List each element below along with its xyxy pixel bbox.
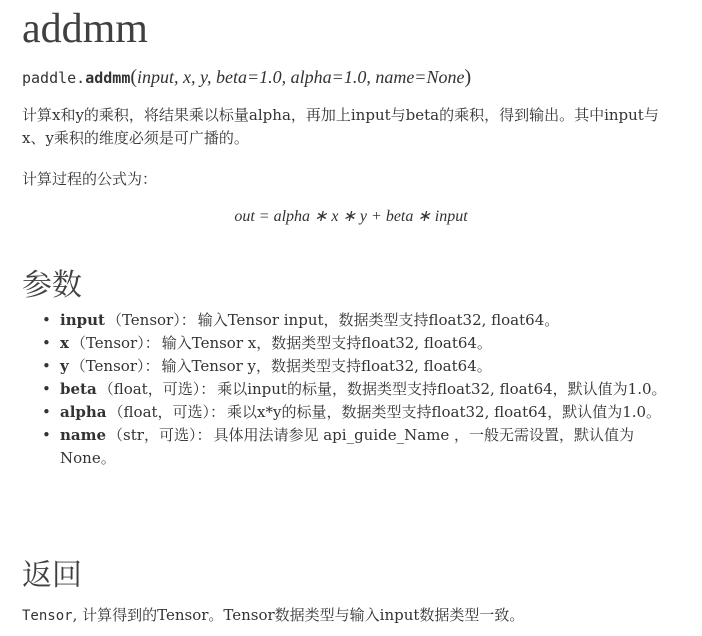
params-heading: 参数 — [22, 269, 82, 302]
param-type: （float，可选）： — [108, 403, 226, 421]
signature-close-paren: ) — [464, 66, 472, 88]
function-signature — [22, 66, 471, 89]
param-desc: 乘以input的标量，数据类型支持float32, float64，默认值为1.0。 — [217, 380, 667, 398]
param-desc: 输入Tensor y，数据类型支持float32, float64。 — [161, 357, 492, 375]
formula-intro: 计算过程的公式为： — [22, 170, 158, 188]
param-item-input — [60, 309, 680, 332]
signature-params: input, x, y, beta=1.0, alpha=1.0, name=None — [137, 67, 465, 87]
formula: out = alpha ∗ x ∗ y + beta ∗ input — [234, 208, 468, 225]
param-name: x — [60, 334, 69, 352]
param-type: （Tensor）： — [106, 311, 196, 329]
returns-desc: , 计算得到的Tensor。Tensor数据类型与输入input数据类型一致。 — [72, 606, 525, 624]
param-name: alpha — [60, 403, 107, 421]
param-item-alpha — [60, 401, 680, 424]
description: 计算x和y的乘积，将结果乘以标量alpha，再加上input与beta的乘积，得到输出。其中input与x、y乘积的维度必须是可广播的。 — [22, 106, 659, 147]
signature-module: paddle. — [22, 69, 86, 87]
param-name: y — [60, 357, 69, 375]
param-type: （float，可选）： — [98, 380, 216, 398]
returns-text — [22, 604, 682, 628]
param-type: （Tensor）： — [70, 334, 160, 352]
signature-function: addmm — [85, 69, 131, 87]
param-item-name — [60, 424, 680, 470]
param-desc: 输入Tensor input，数据类型支持float32, float64。 — [197, 311, 560, 329]
param-item-beta — [60, 378, 680, 401]
signature-open-paren: ( — [130, 66, 138, 88]
param-type: （str，可选）： — [108, 426, 212, 444]
param-desc: 具体用法请参见 api_guide_Name ，一般无需设置，默认值为None。 — [60, 426, 635, 467]
returns-type: Tensor — [22, 608, 73, 624]
param-desc: 输入Tensor x，数据类型支持float32, float64。 — [161, 334, 492, 352]
param-name: beta — [60, 380, 97, 398]
param-item-x — [60, 332, 680, 355]
param-item-y — [60, 355, 680, 378]
params-list — [60, 309, 680, 470]
param-name: input — [60, 311, 105, 329]
page-title: addmm — [22, 6, 148, 52]
param-type: （Tensor）： — [70, 357, 160, 375]
param-name: name — [60, 426, 107, 444]
param-desc: 乘以x*y的标量，数据类型支持float32, float64，默认值为1.0。 — [227, 403, 662, 421]
returns-heading: 返回 — [22, 559, 82, 592]
